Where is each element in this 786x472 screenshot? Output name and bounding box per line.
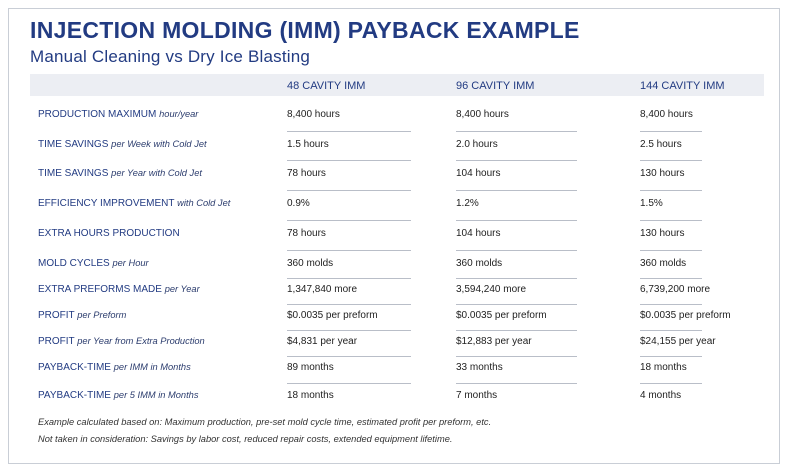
row-label: [38, 109, 198, 120]
table-cell: $0.0035 per preform: [456, 310, 547, 321]
row-label-qualifier: per Year from Extra Production: [77, 336, 205, 346]
row-label-qualifier: per Hour: [112, 258, 149, 268]
row-label: [38, 228, 180, 239]
column-header-96-cavity: 96 CAVITY IMM: [456, 80, 535, 92]
page-subtitle: Manual Cleaning vs Dry Ice Blasting: [30, 47, 311, 66]
table-row: [0, 390, 786, 410]
footnote-exclusions: Not taken in consideration: Savings by labor cost, reduced repair costs, extended equipment lifetime.: [38, 434, 453, 444]
row-divider: [640, 220, 702, 221]
row-divider: [287, 383, 411, 384]
row-divider: [456, 304, 577, 305]
row-divider: [287, 190, 411, 191]
table-cell: 130 hours: [640, 168, 685, 179]
row-label: [38, 284, 200, 295]
row-label: [38, 336, 205, 347]
table-cell: $12,883 per year: [456, 336, 532, 347]
row-divider: [456, 278, 577, 279]
row-divider: [287, 330, 411, 331]
table-cell: 2.0 hours: [456, 139, 498, 150]
table-cell: 0.9%: [287, 198, 310, 209]
row-label: [38, 139, 207, 150]
row-label-main: EFFICIENCY IMPROVEMENT: [38, 198, 175, 209]
table-cell: 89 months: [287, 362, 334, 373]
table-row: [0, 284, 786, 304]
table-cell: 360 molds: [640, 258, 687, 269]
row-divider: [640, 250, 702, 251]
row-label-main: PRODUCTION MAXIMUM: [38, 109, 157, 120]
row-label: [38, 258, 149, 269]
table-cell: 18 months: [287, 390, 334, 401]
table-cell: 1,347,840 more: [287, 284, 358, 295]
row-label-main: MOLD CYCLES: [38, 258, 110, 269]
row-label-qualifier: per Year: [164, 284, 200, 294]
row-label: [38, 310, 126, 321]
table-cell: $0.0035 per preform: [640, 310, 731, 321]
table-cell: 78 hours: [287, 168, 326, 179]
table-row: [0, 362, 786, 382]
table-cell: 360 molds: [287, 258, 334, 269]
table-cell: 104 hours: [456, 168, 501, 179]
row-divider: [640, 160, 702, 161]
row-divider: [287, 160, 411, 161]
row-divider: [456, 356, 577, 357]
row-label-qualifier: per IMM in Months: [113, 362, 191, 372]
row-divider: [640, 356, 702, 357]
row-label-main: EXTRA PREFORMS MADE: [38, 284, 162, 295]
column-header-144-cavity: 144 CAVITY IMM: [640, 80, 725, 92]
row-label-main: PAYBACK-TIME: [38, 362, 111, 373]
row-divider: [640, 383, 702, 384]
table-cell: 360 molds: [456, 258, 503, 269]
row-divider: [456, 131, 577, 132]
row-divider: [640, 330, 702, 331]
row-label-qualifier: per Year with Cold Jet: [111, 168, 202, 178]
table-cell: $24,155 per year: [640, 336, 716, 347]
row-label: [38, 168, 202, 179]
row-label: [38, 362, 191, 373]
row-divider: [287, 278, 411, 279]
row-label-main: TIME SAVINGS: [38, 168, 109, 179]
row-divider: [640, 131, 702, 132]
row-divider: [287, 356, 411, 357]
table-cell: 1.5%: [640, 198, 663, 209]
row-divider: [456, 383, 577, 384]
table-cell: 2.5 hours: [640, 139, 682, 150]
row-label-qualifier: hour/year: [159, 109, 199, 119]
table-cell: 18 months: [640, 362, 687, 373]
table-cell: 6,739,200 more: [640, 284, 711, 295]
table-cell: 33 months: [456, 362, 503, 373]
row-divider: [640, 304, 702, 305]
row-label-main: PAYBACK-TIME: [38, 390, 111, 401]
table-row: [0, 310, 786, 330]
table-cell: $0.0035 per preform: [287, 310, 378, 321]
row-label-main: TIME SAVINGS: [38, 139, 109, 150]
table-row: [0, 168, 786, 188]
table-cell: 104 hours: [456, 228, 501, 239]
table-row: [0, 228, 786, 248]
table-cell: 4 months: [640, 390, 682, 401]
row-divider: [287, 220, 411, 221]
row-label-qualifier: with Cold Jet: [177, 198, 231, 208]
table-row: [0, 258, 786, 278]
row-divider: [456, 330, 577, 331]
table-cell: 130 hours: [640, 228, 685, 239]
table-cell: 8,400 hours: [456, 109, 509, 120]
page-title: INJECTION MOLDING (IMM) PAYBACK EXAMPLE: [30, 17, 580, 43]
table-cell: 7 months: [456, 390, 498, 401]
row-label: [38, 198, 230, 209]
table-cell: 3,594,240 more: [456, 284, 527, 295]
row-divider: [456, 160, 577, 161]
table-row: [0, 109, 786, 129]
row-divider: [456, 190, 577, 191]
row-label-main: PROFIT: [38, 336, 75, 347]
table-cell: 8,400 hours: [287, 109, 340, 120]
row-divider: [640, 190, 702, 191]
row-divider: [640, 278, 702, 279]
table-row: [0, 198, 786, 218]
row-label-qualifier: per 5 IMM in Months: [113, 390, 199, 400]
table-row: [0, 139, 786, 159]
row-label: [38, 390, 199, 401]
row-divider: [456, 250, 577, 251]
row-label-qualifier: per Preform: [77, 310, 127, 320]
row-divider: [287, 131, 411, 132]
column-header-48-cavity: 48 CAVITY IMM: [287, 80, 366, 92]
table-row: [0, 336, 786, 356]
table-cell: 1.5 hours: [287, 139, 329, 150]
row-label-main: PROFIT: [38, 310, 75, 321]
table-cell: 8,400 hours: [640, 109, 693, 120]
row-divider: [287, 250, 411, 251]
row-divider: [287, 304, 411, 305]
row-label-qualifier: per Week with Cold Jet: [111, 139, 207, 149]
footnote-calculation-basis: Example calculated based on: Maximum production, pre-set mold cycle time, estimated profit per preform, etc.: [38, 417, 492, 427]
row-divider: [456, 220, 577, 221]
row-label-main: EXTRA HOURS PRODUCTION: [38, 228, 180, 239]
table-cell: $4,831 per year: [287, 336, 358, 347]
table-cell: 78 hours: [287, 228, 326, 239]
table-cell: 1.2%: [456, 198, 479, 209]
